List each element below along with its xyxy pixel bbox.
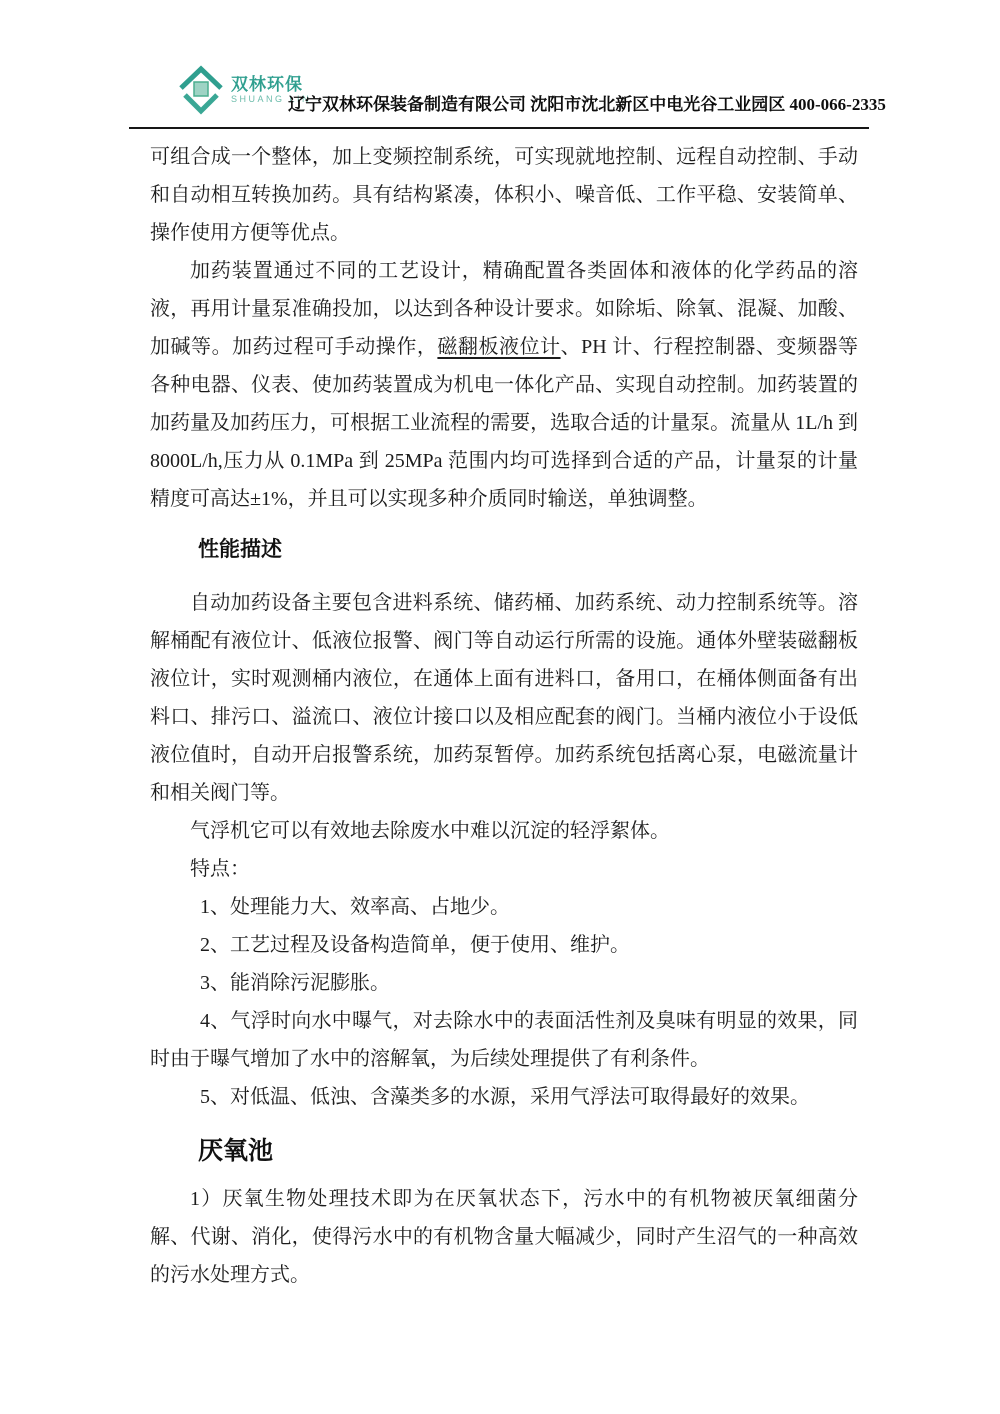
- letterhead: [0, 0, 1000, 127]
- list-item-2: 2、工艺过程及设备构造简单，便于使用、维护。: [200, 934, 630, 956]
- paragraph-air-flotation: 气浮机它可以有效地去除废水中难以沉淀的轻浮絮体。: [190, 820, 670, 842]
- logo-name-en: SHUANG LIN: [231, 94, 312, 104]
- list-item-5: 5、对低温、低浊、含藻类多的水源，采用气浮法可取得最好的效果。: [200, 1086, 810, 1108]
- underlined-term: 磁翻板液位计: [437, 336, 561, 358]
- paragraph-features-label: 特点：: [190, 858, 250, 880]
- document-body: [150, 138, 858, 1294]
- section-title-performance: 性能描述: [198, 538, 282, 561]
- logo-diamond-icon: [176, 64, 226, 116]
- logo-name-cn: 双林环保: [231, 75, 303, 94]
- paragraph-intro: 可组合成一个整体，加上变频控制系统，可实现就地控制、远程自动控制、手动和自动相互转换加药。具有结构紧凑，体积小、噪音低、工作平稳、安装简单、操作使用方便等优点。: [150, 146, 858, 244]
- section-title-anaerobic-pool: 厌氧池: [198, 1137, 274, 1165]
- paragraph-performance: 自动加药设备主要包含进料系统、储药桶、加药系统、动力控制系统等。溶解桶配有液位计、低液位报警、阀门等自动运行所需的设施。通体外壁装磁翻板液位计，实时观测桶内液位，在通体上面有进料口，备用口，在桶体侧面备有出料口、排污口、溢流口、液位计接口以及相应配套的阀门。当桶内液位小于设低液位值时，自动开启报警系统，加药泵暂停。加药系统包括离心泵，电磁流量计和相关阀门等。: [150, 592, 858, 804]
- list-item-1: 1、处理能力大、效率高、占地少。: [200, 896, 510, 918]
- header-divider: [129, 127, 869, 129]
- list-item-4: 4、气浮时向水中曝气，对去除水中的表面活性剂及臭味有明显的效果，同时由于曝气增加了水中的溶解氧，为后续处理提供了有利条件。: [150, 1010, 858, 1070]
- paragraph-anaerobic: 1）厌氧生物处理技术即为在厌氧状态下，污水中的有机物被厌氧细菌分解、代谢、消化，使得污水中的有机物含量大幅减少，同时产生沼气的一种高效的污水处理方式。: [150, 1188, 858, 1286]
- paragraph-text: 、PH 计、行程控制器、变频器等各种电器、仪表、使加药装置成为机电一体化产品、实现自动控制。加药装置的加药量及加药压力，可根据工业流程的需要，选取合适的计量泵。流量从 1L/h 到 8000L/h,压力从 0.1MPa 到 25MPa 范围内均可选择到合适的产品，计量泵的计量精度可高达±1%，并且可以实现多种介质同时输送，单独调整。: [150, 336, 859, 510]
- list-item-3: 3、能消除污泥膨胀。: [200, 972, 390, 994]
- paragraph-text: 加药装置通过不同的工艺设计，精确配置各类固体和液体的化学药品的溶液，再用计量泵准确投加，以达到各种设计要求。如除垢、除氧、混凝、加酸、加碱等。加药过程可手动操作，: [150, 260, 858, 358]
- company-address-line: 辽宁双林环保装备制造有限公司 沈阳市沈北新区中电光谷工业园区 400-066-2335: [288, 95, 886, 114]
- paragraph-dosing-device: [150, 252, 858, 518]
